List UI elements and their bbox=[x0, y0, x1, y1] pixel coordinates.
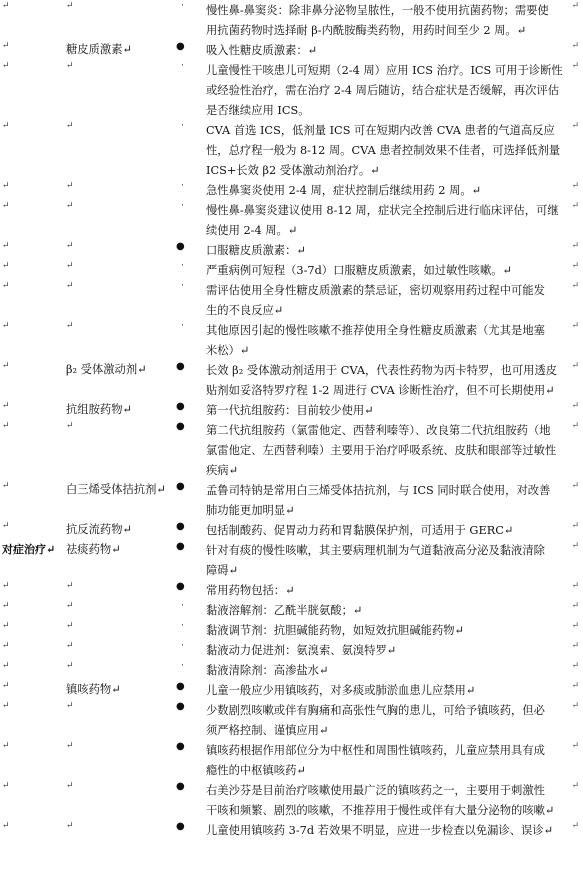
paragraph-mark: ↵ bbox=[2, 1, 10, 11]
row-end-mark: ↵ bbox=[571, 701, 579, 711]
paragraph-mark: ↵ bbox=[2, 181, 10, 191]
text-line: 黏液溶解剂：乙酰半胱氨酸；↵ bbox=[206, 604, 363, 617]
table-row bbox=[0, 581, 583, 601]
row-end-mark: ↵ bbox=[571, 661, 579, 671]
drug-class-label: β₂ 受体激动剂↵ bbox=[66, 363, 147, 376]
row-end-mark: ↵ bbox=[571, 541, 579, 551]
description-text bbox=[206, 481, 572, 521]
drug-class-label: ↵ bbox=[66, 241, 74, 251]
bullet-icon: ● bbox=[176, 741, 185, 752]
text-line: 儿童慢性干咳患儿可短期（2-4 周）应用 ICS 治疗。ICS 可用于诊断性 bbox=[206, 64, 563, 77]
row-end-mark: ↵ bbox=[571, 61, 579, 71]
bullet-icon: ● bbox=[176, 821, 185, 832]
text-line: 贴剂如妥洛特罗疗程 1-2 周进行 CVA 诊断性治疗，但不可长期使用↵ bbox=[206, 384, 555, 397]
table-row bbox=[0, 201, 583, 241]
row-end-mark: ↵ bbox=[571, 781, 579, 791]
table-row bbox=[0, 621, 583, 641]
description-text bbox=[206, 321, 572, 361]
row-end-mark: ↵ bbox=[571, 321, 579, 331]
drug-class-label: ↵ bbox=[66, 61, 74, 71]
description-text bbox=[206, 821, 572, 841]
text-line: 包括制酸药、促胃动力药和胃黏膜保护剂，可适用于 GERC↵ bbox=[206, 524, 514, 537]
text-line: 镇咳药根据作用部位分为中枢性和周围性镇咳药，儿童应禁用具有成 bbox=[206, 744, 545, 757]
sub-bullet-icon: · bbox=[181, 61, 184, 71]
description-text bbox=[206, 181, 572, 201]
text-line: 口服糖皮质激素：↵ bbox=[206, 244, 306, 257]
drug-class-label: 镇咳药物↵ bbox=[66, 683, 121, 696]
drug-class-label: ↵ bbox=[66, 321, 74, 331]
drug-class-label: ↵ bbox=[66, 1, 74, 11]
table-row bbox=[0, 421, 583, 481]
row-end-mark: ↵ bbox=[571, 201, 579, 211]
sub-bullet-icon: · bbox=[181, 281, 184, 291]
paragraph-mark: ↵ bbox=[2, 781, 10, 791]
paragraph-mark: ↵ bbox=[2, 701, 10, 711]
text-line: 干咳和频繁、剧烈的咳嗽，不推荐用于慢性或伴有大量分泌物的咳嗽↵ bbox=[206, 804, 555, 817]
row-end-mark: ↵ bbox=[571, 741, 579, 751]
text-line: 黏液调节剂：抗胆碱能药物，如短效抗胆碱能药物↵ bbox=[206, 624, 464, 637]
drug-class-label: ↵ bbox=[66, 261, 74, 271]
description-text bbox=[206, 421, 572, 481]
table-row bbox=[0, 121, 583, 181]
bullet-icon: ● bbox=[176, 701, 185, 712]
table-row bbox=[0, 1, 583, 41]
table-row bbox=[0, 601, 583, 621]
sub-bullet-icon: · bbox=[181, 201, 184, 211]
paragraph-mark: ↵ bbox=[2, 421, 10, 431]
text-line: 孟鲁司特钠是常用白三烯受体拮抗剂，与 ICS 同时联合使用，对改善 bbox=[206, 484, 551, 497]
row-end-mark: ↵ bbox=[571, 821, 579, 831]
bullet-icon: ● bbox=[176, 481, 185, 492]
row-end-mark: ↵ bbox=[571, 181, 579, 191]
sub-bullet-icon: · bbox=[181, 121, 184, 131]
drug-class-label: 祛痰药物↵ bbox=[66, 543, 121, 556]
text-line: 右美沙芬是目前治疗咳嗽使用最广泛的镇咳药之一，主要用于刺激性 bbox=[206, 784, 545, 797]
text-line: 氯雷他定、左西替利嗪）主要用于治疗呼吸系统、皮肤和眼部等过敏性 bbox=[206, 444, 557, 457]
table-row bbox=[0, 261, 583, 281]
bullet-icon: ● bbox=[176, 521, 185, 532]
text-line: 严重病例可短程（3-7d）口服糖皮质激素，如过敏性咳嗽。↵ bbox=[206, 264, 513, 277]
description-text bbox=[206, 41, 572, 61]
description-text bbox=[206, 61, 572, 121]
table-row bbox=[0, 181, 583, 201]
paragraph-mark: ↵ bbox=[2, 281, 10, 291]
row-end-mark: ↵ bbox=[571, 41, 579, 51]
paragraph-mark: ↵ bbox=[2, 361, 10, 371]
drug-class-label: ↵ bbox=[66, 181, 74, 191]
drug-class-label: ↵ bbox=[66, 701, 74, 711]
row-end-mark: ↵ bbox=[571, 621, 579, 631]
table-row bbox=[0, 821, 583, 841]
paragraph-mark: ↵ bbox=[2, 321, 10, 331]
bullet-icon: ● bbox=[176, 681, 185, 692]
row-end-mark: ↵ bbox=[571, 601, 579, 611]
bullet-icon: ● bbox=[176, 581, 185, 592]
text-line: 瘾性的中枢镇咳药↵ bbox=[206, 764, 306, 777]
drug-class-label: ↵ bbox=[66, 661, 74, 671]
description-text bbox=[206, 581, 572, 601]
text-line: 长效 β₂ 受体激动剂适用于 CVA，代表性药物为丙卡特罗，也可用透皮 bbox=[206, 364, 558, 377]
row-end-mark: ↵ bbox=[571, 681, 579, 691]
row-end-mark: ↵ bbox=[571, 241, 579, 251]
description-text bbox=[206, 781, 572, 821]
paragraph-mark: ↵ bbox=[2, 581, 10, 591]
paragraph-mark: ↵ bbox=[2, 601, 10, 611]
drug-class-label: ↵ bbox=[66, 581, 74, 591]
table-row bbox=[0, 701, 583, 741]
drug-class-label: ↵ bbox=[66, 821, 74, 831]
table-row bbox=[0, 521, 583, 541]
description-text bbox=[206, 521, 572, 541]
drug-class-label: 抗反流药物↵ bbox=[66, 523, 132, 536]
drug-class-label: 糖皮质激素↵ bbox=[66, 43, 132, 56]
table-row bbox=[0, 321, 583, 361]
drug-class-label: ↵ bbox=[66, 641, 74, 651]
description-text bbox=[206, 661, 572, 681]
sub-bullet-icon: · bbox=[181, 1, 184, 11]
drug-class-label: ↵ bbox=[66, 281, 74, 291]
description-text bbox=[206, 701, 572, 741]
paragraph-mark: ↵ bbox=[2, 241, 10, 251]
table-row bbox=[0, 541, 583, 581]
table-row bbox=[0, 641, 583, 661]
table-row bbox=[0, 681, 583, 701]
text-line: 用抗菌药物时选择耐 β-内酰胺酶类药物，用药时间至少 2 周。↵ bbox=[206, 24, 527, 37]
text-line: 儿童使用镇咳药 3-7d 若效果不明显，应进一步检查以免漏诊、误诊↵ bbox=[206, 824, 554, 837]
description-text bbox=[206, 121, 572, 181]
row-end-mark: ↵ bbox=[571, 361, 579, 371]
row-end-mark: ↵ bbox=[571, 261, 579, 271]
table-row bbox=[0, 61, 583, 121]
table-row bbox=[0, 481, 583, 521]
text-line: 生的不良反应↵ bbox=[206, 304, 284, 317]
paragraph-mark: ↵ bbox=[2, 61, 10, 71]
text-line: 急性鼻窦炎使用 2-4 周，症状控制后继续用药 2 周。↵ bbox=[206, 184, 482, 197]
sub-bullet-icon: · bbox=[181, 181, 184, 191]
description-text bbox=[206, 401, 572, 421]
paragraph-mark: ↵ bbox=[2, 201, 10, 211]
text-line: 须严格控制、谨慎应用↵ bbox=[206, 724, 329, 737]
table-row bbox=[0, 361, 583, 401]
text-line: 少数剧烈咳嗽或伴有胸痛和高张性气胸的患儿，可给予镇咳药，但必 bbox=[206, 704, 545, 717]
description-text bbox=[206, 281, 572, 321]
paragraph-mark: ↵ bbox=[2, 741, 10, 751]
text-line: 米松）↵ bbox=[206, 344, 250, 357]
bullet-icon: ● bbox=[176, 41, 185, 52]
text-line: 常用药物包括：↵ bbox=[206, 584, 295, 597]
text-line: 续使用 2-4 周。↵ bbox=[206, 224, 298, 237]
row-end-mark: ↵ bbox=[571, 521, 579, 531]
text-line: 慢性鼻-鼻窦炎建议使用 8-12 周，症状完全控制后进行临床评估，可继 bbox=[206, 204, 559, 217]
bullet-icon: ● bbox=[176, 421, 185, 432]
text-line: 其他原因引起的慢性咳嗽不推荐使用全身性糖皮质激素（尤其是地塞 bbox=[206, 324, 545, 337]
sub-bullet-icon: · bbox=[181, 321, 184, 331]
drug-class-label: ↵ bbox=[66, 601, 74, 611]
text-line: 疾病↵ bbox=[206, 464, 239, 477]
bullet-icon: ● bbox=[176, 241, 185, 252]
bullet-icon: ● bbox=[176, 401, 185, 412]
description-text bbox=[206, 1, 572, 41]
table-row bbox=[0, 241, 583, 261]
drug-class-label: 抗组胺药物↵ bbox=[66, 403, 132, 416]
sub-bullet-icon: · bbox=[181, 601, 184, 611]
bullet-icon: ● bbox=[176, 541, 185, 552]
bullet-icon: ● bbox=[176, 361, 185, 372]
row-end-mark: ↵ bbox=[571, 421, 579, 431]
description-text bbox=[206, 361, 572, 401]
paragraph-mark: ↵ bbox=[2, 621, 10, 631]
text-line: ICS+长效 β2 受体激动剂治疗。↵ bbox=[206, 164, 380, 177]
sub-bullet-icon: · bbox=[181, 261, 184, 271]
paragraph-mark: ↵ bbox=[2, 681, 10, 691]
drug-class-label: ↵ bbox=[66, 201, 74, 211]
description-text bbox=[206, 541, 572, 581]
sub-bullet-icon: · bbox=[181, 621, 184, 631]
text-line: 黏液动力促进剂：氨溴索、氨溴特罗↵ bbox=[206, 644, 397, 657]
drug-class-label: ↵ bbox=[66, 421, 74, 431]
row-end-mark: ↵ bbox=[571, 281, 579, 291]
paragraph-mark: ↵ bbox=[2, 121, 10, 131]
text-line: 障碍↵ bbox=[206, 564, 239, 577]
text-line: 针对有痰的慢性咳嗽，其主要病理机制为气道黏液高分泌及黏液清除 bbox=[206, 544, 545, 557]
text-line: CVA 首选 ICS，低剂量 ICS 可在短期内改善 CVA 患者的气道高反应 bbox=[206, 124, 555, 137]
paragraph-mark: ↵ bbox=[2, 821, 10, 831]
description-text bbox=[206, 241, 572, 261]
table-row bbox=[0, 401, 583, 421]
text-line: 是否继续应用 ICS。 bbox=[206, 104, 310, 117]
row-end-mark: ↵ bbox=[571, 1, 579, 11]
description-text bbox=[206, 681, 572, 701]
table-row bbox=[0, 41, 583, 61]
text-line: 慢性鼻-鼻窦炎：除非鼻分泌物呈脓性，一般不使用抗菌药物；需要使 bbox=[206, 4, 549, 17]
paragraph-mark: ↵ bbox=[2, 641, 10, 651]
drug-class-label: 白三烯受体拮抗剂↵ bbox=[66, 483, 166, 496]
sub-bullet-icon: · bbox=[181, 641, 184, 651]
description-text bbox=[206, 261, 572, 281]
text-line: 或经验性治疗，需在治疗 2-4 周后随访，结合症状是否缓解，再次评估 bbox=[206, 84, 559, 97]
drug-class-label: ↵ bbox=[66, 621, 74, 631]
description-text bbox=[206, 201, 572, 241]
text-line: 吸入性糖皮质激素：↵ bbox=[206, 44, 318, 57]
description-text bbox=[206, 641, 572, 661]
bullet-icon: ● bbox=[176, 781, 185, 792]
table-row bbox=[0, 281, 583, 321]
text-line: 黏液清除剂：高渗盐水↵ bbox=[206, 664, 329, 677]
sub-bullet-icon: · bbox=[181, 661, 184, 671]
row-end-mark: ↵ bbox=[571, 121, 579, 131]
text-line: 第一代抗组胺药：目前较少使用↵ bbox=[206, 404, 374, 417]
row-end-mark: ↵ bbox=[571, 481, 579, 491]
drug-class-label: ↵ bbox=[66, 121, 74, 131]
paragraph-mark: ↵ bbox=[2, 661, 10, 671]
table-row bbox=[0, 661, 583, 681]
description-text bbox=[206, 601, 572, 621]
paragraph-mark: ↵ bbox=[2, 401, 10, 411]
paragraph-mark: ↵ bbox=[2, 41, 10, 51]
drug-class-label: ↵ bbox=[66, 741, 74, 751]
table-row bbox=[0, 781, 583, 821]
paragraph-mark: ↵ bbox=[2, 481, 10, 491]
text-line: 第二代抗组胺药（氯雷他定、西替利嗪等）、改良第二代抗组胺药（地 bbox=[206, 424, 551, 437]
row-end-mark: ↵ bbox=[571, 401, 579, 411]
table-row bbox=[0, 741, 583, 781]
row-end-mark: ↵ bbox=[571, 581, 579, 591]
paragraph-mark: ↵ bbox=[2, 521, 10, 531]
drug-class-label: ↵ bbox=[66, 781, 74, 791]
text-line: 儿童一般应少用镇咳药，对多痰或肺淤血患儿应禁用↵ bbox=[206, 684, 476, 697]
description-text bbox=[206, 621, 572, 641]
text-line: 需评估使用全身性糖皮质激素的禁忌证，密切观察用药过程中可能发 bbox=[206, 284, 545, 297]
text-line: 性，总疗程一般为 8-12 周。CVA 患者控制效果不佳者，可选择低剂量 bbox=[206, 144, 561, 157]
text-line: 肺功能更加明显↵ bbox=[206, 504, 295, 517]
description-text bbox=[206, 741, 572, 781]
category-label: 对症治疗↵ bbox=[2, 543, 56, 556]
row-end-mark: ↵ bbox=[571, 641, 579, 651]
paragraph-mark: ↵ bbox=[2, 261, 10, 271]
